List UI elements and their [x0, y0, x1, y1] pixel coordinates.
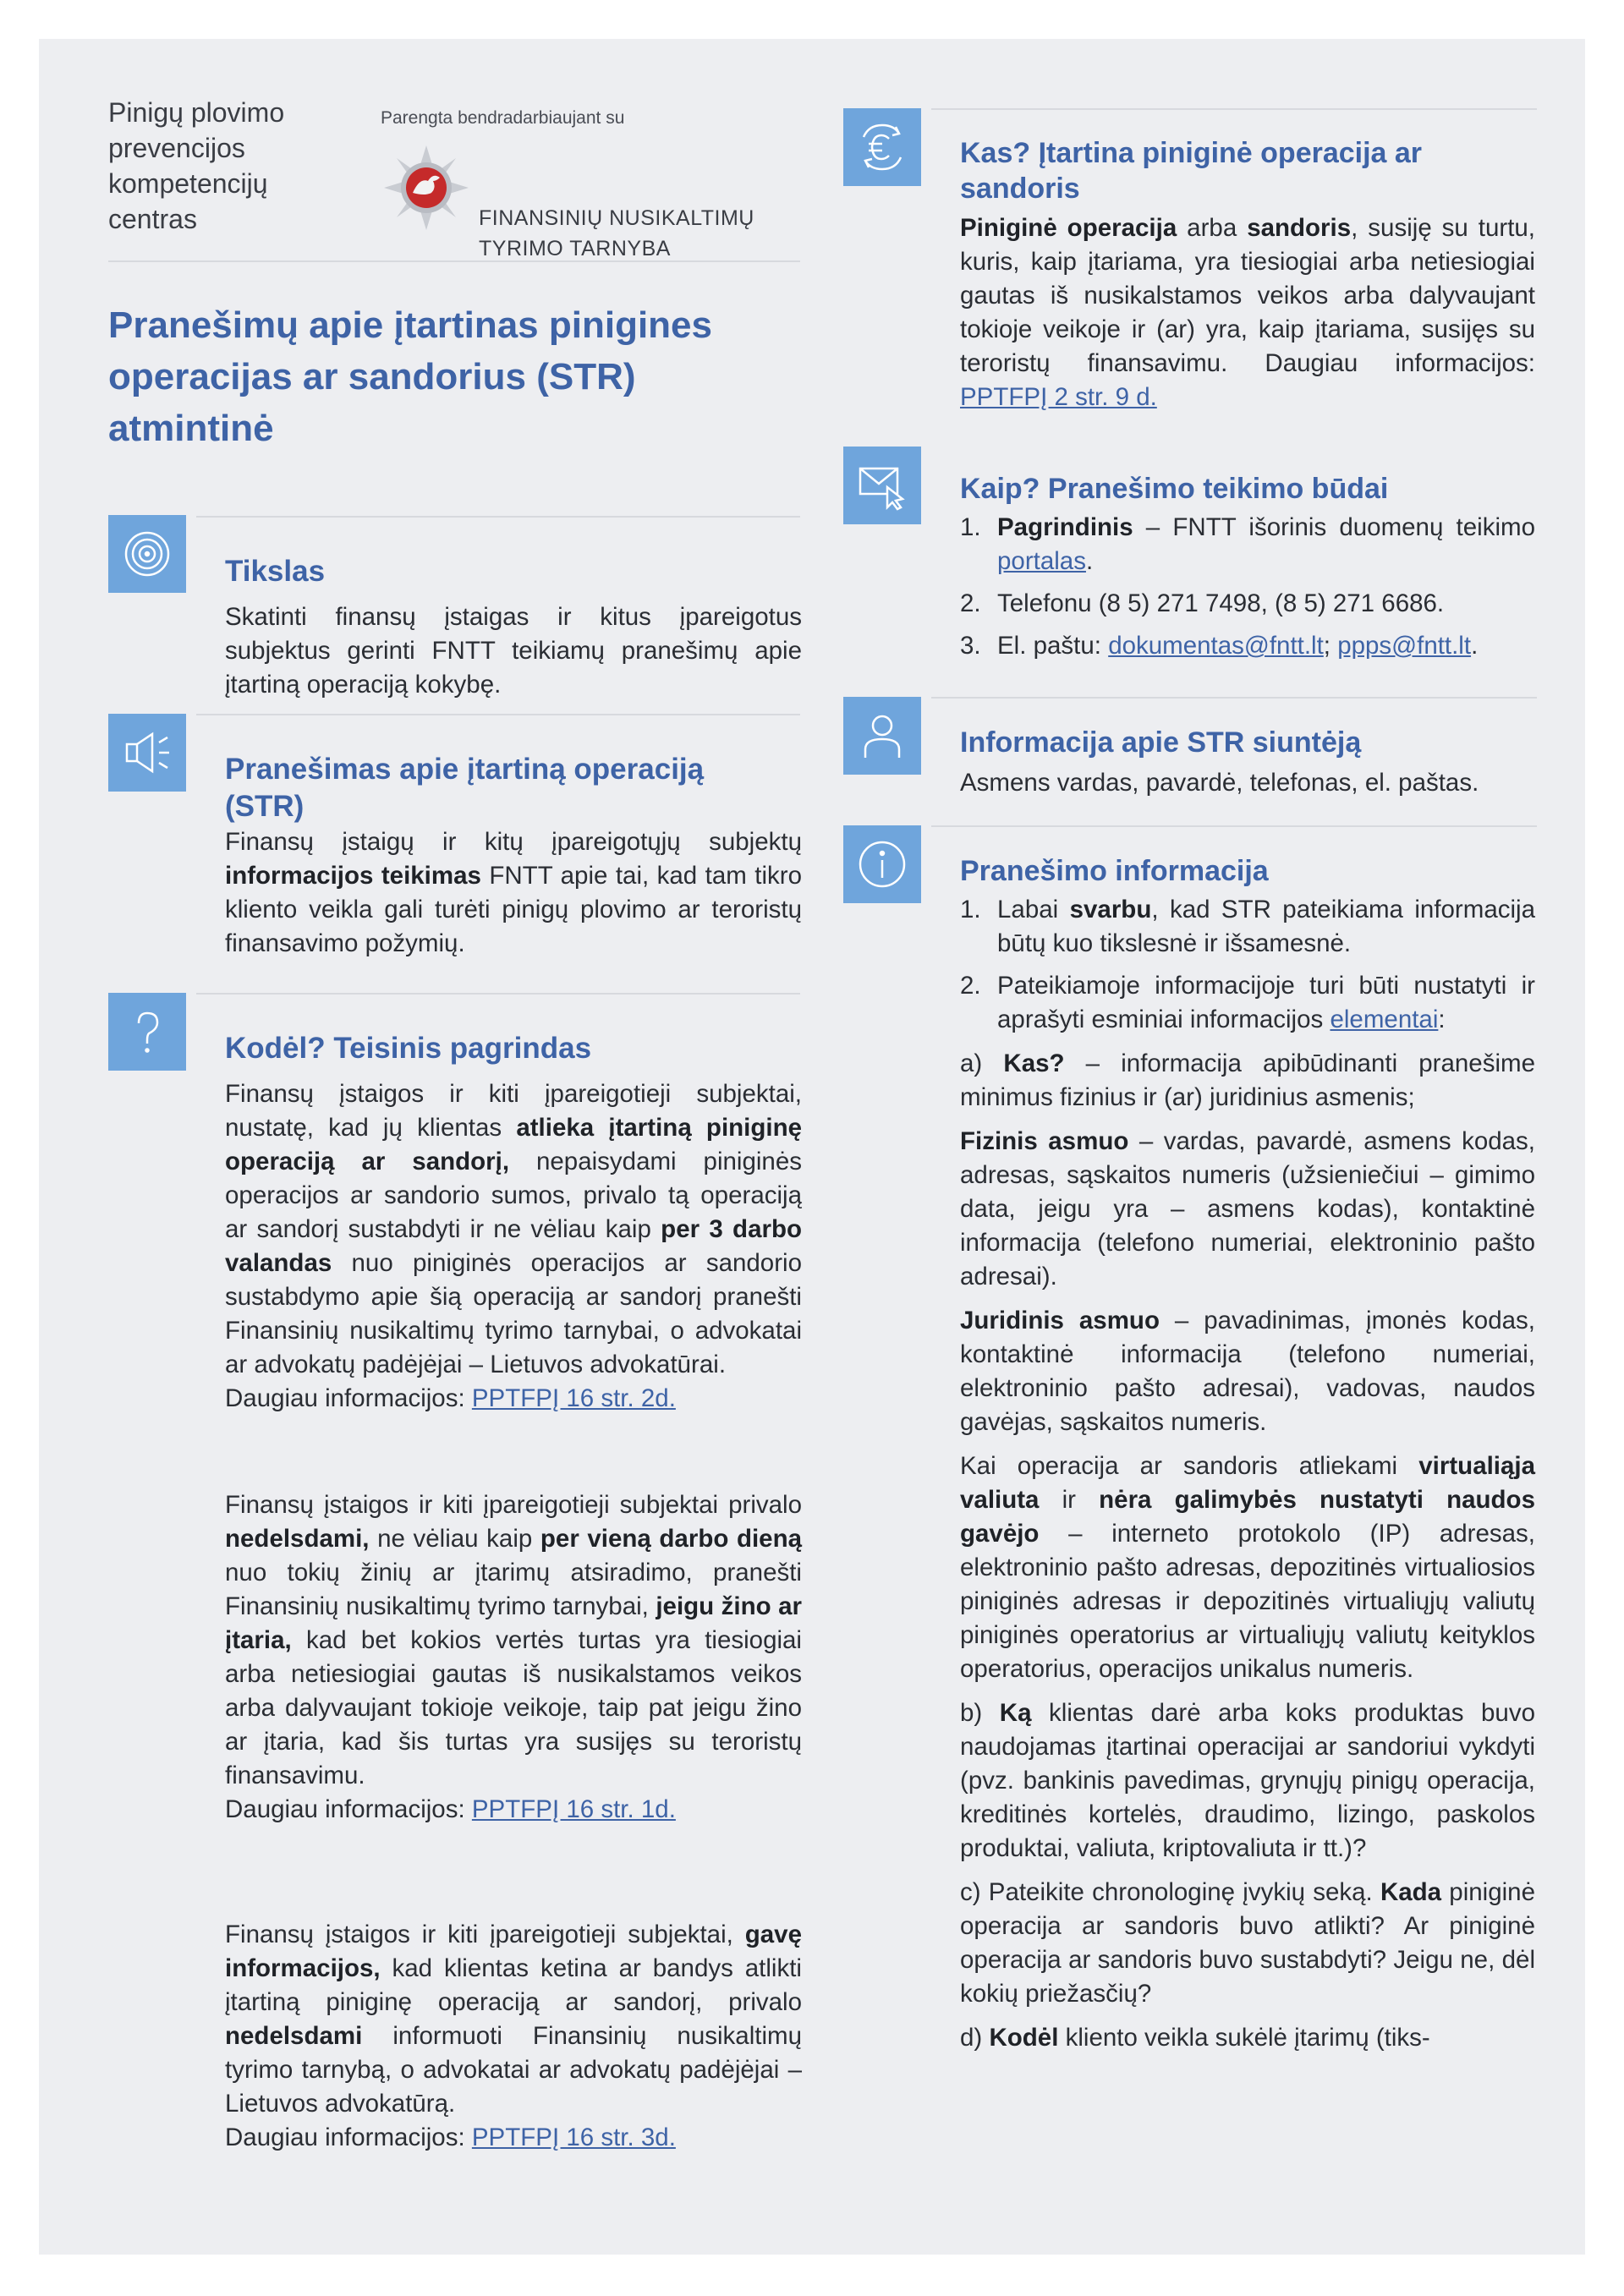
link-pptfpj-16-1d[interactable]: PPTFPĮ 16 str. 1d.: [471, 1795, 676, 1823]
section-body-kodel-3: Finansų įstaigos ir kiti įpareigotieji subjektai, gavę informacijos, kad klientas ketina ar bandys atlikti įtartiną piniginę operaciją ar sandorį, privalo nedelsdami informuoti Finansinių nusikaltimų tyrimo tarnybą, o advokatai ar advokatų padėjėjai – Lietuvos advokatūrą. Daugiau informacijos: PPTFPĮ 16 str. 3d.: [225, 1921, 802, 2151]
section-body-kas: Piniginė operacija arba sandoris, susiję su turtu, kuris, kaip įtariama, yra tiesiogiai arba netiesiogiai gautas iš nusikalstamos veikos arba dalyvaujant tokioje veikoje ir (ar) yra, kaip įtariama, susijęs su teroristų finansavimu. Daugiau informacijos: PPTFPĮ 2 str. 9 d.: [960, 214, 1536, 411]
partner-label: Parengta bendradarbiaujant su: [381, 108, 625, 128]
header-divider: [108, 260, 800, 262]
list-item: 1. Pagrindinis – FNTT išorinis duomenų teikimo portalas.: [960, 513, 1535, 575]
list-item: 2. Pateikiamoje informacijoje turi būti nustatyti ir aprašyti esminiai informacijos elementai:: [960, 972, 1535, 1033]
link-pptfpj-16-2d[interactable]: PPTFPĮ 16 str. 2d.: [471, 1384, 676, 1412]
info-icon: [843, 825, 921, 903]
section-title-kas: Kas? Įtartina piniginė operacija ar sandoris: [960, 137, 1423, 205]
section-body-info: 1. Labai svarbu, kad STR pateikiama informacija būtų kuo tikslesnė ir išsamesnė. 2. Pateikiamoje informacijoje turi būti nustatyti ir aprašyti esminiai informacijos elementai: a) Kas? – informacija apibūdinanti pranešime minimus fizinius ir (ar) juridinius asmenis; Fizinis asmuo – vardas, pavardė, asmens kodas, adresas, sąskaitos numeris (užsieniečiui – gimimo data, jeigu yra – asmens kodas), kontaktinė informacija (telefono numeriai, elektroninio pašto adresai). Juridinis asmuo – pavadinimas, įmonės kodas, kontaktinė informacija (telefono numeriai, elektroninio pašto adresai), vadovas, naudos gavėjas, sąskaitos numeris. Kai operacija ar sandoris atliekami virtualiąja valiuta ir nėra galimybės nustatyti naudos gavėjo – interneto protokolo (IP) adresas, elektroninio pašto adresas, depozitinės virtualiosios piniginės adresas ir depozitinės virtualiųjų valiutų piniginės operatorius ar virtualiųjų valiutų keityklos operatorius, operacijos unikalus numeris. b) Ką klientas darė arba koks produktas buvo naudojamas įtartinai operacijai ar sandoriui vykdyti (pvz. bankinis pavedimas, grynųjų pinigų operacija, kreditinės kortelės, draudimo, lizingo, paskolos produktai, valiuta, kriptovaliuta ir tt.)? c) Pateikite chronologinę įvykių seką. Kada piniginė operacija ar sandoris buvo atlikti? Ar piniginė operacija ar sandoris buvo sustabdyti? Jeigu ne, dėl kokių priežasčių? d) Kodėl kliento veikla sukėlė įtarimų (tiks-: [960, 893, 1535, 2055]
euro-exchange-icon: [843, 108, 921, 186]
link-pptfpj-2-9d[interactable]: PPTFPĮ 2 str. 9 d.: [960, 383, 1157, 411]
link-email-ppps[interactable]: ppps@fntt.lt: [1337, 632, 1472, 660]
section-title-siuntejas: Informacija apie STR siuntėją: [960, 726, 1362, 759]
divider-tikslas: [196, 516, 800, 518]
section-body-siuntejas: Asmens vardas, pavardė, telefonas, el. paštas.: [960, 769, 1479, 797]
list-item: 2. Telefonu (8 5) 271 7498, (8 5) 271 6686.: [960, 589, 1445, 617]
document-title: Pranešimų apie įtartinas pinigines operacijas ar sandorius (STR) atmintinė: [108, 304, 712, 449]
link-portalas[interactable]: portalas: [997, 547, 1086, 575]
document-page: [39, 39, 1585, 2255]
user-icon: [843, 697, 921, 775]
org-name: Pinigų plovimo prevencijos kompetencijų centras: [108, 97, 285, 234]
list-item: 3. El. paštu: dokumentas@fntt.lt; ppps@fntt.lt.: [960, 632, 1479, 660]
divider-str: [196, 714, 800, 715]
target-icon: [108, 515, 186, 593]
right-column: [843, 39, 1537, 2255]
section-body-str: Finansų įstaigų ir kitų įpareigotųjų subjektų informacijos teikimas FNTT apie tai, kad tam tikro kliento veikla gali turėti pinigų plovimo ar teroristų finansavimo požymių.: [225, 828, 802, 957]
section-body-kaip: [960, 511, 1535, 663]
list-item: 1. Labai svarbu, kad STR pateikiama informacija būtų kuo tikslesnė ir išsamesnė.: [960, 896, 1535, 957]
section-title-kaip: Kaip? Pranešimo teikimo būdai: [960, 473, 1389, 505]
section-title-tikslas: Tikslas: [225, 555, 326, 588]
section-title-str: Pranešimas apie įtartiną operaciją (STR): [225, 753, 705, 823]
section-title-kodel: Kodėl? Teisinis pagrindas: [225, 1032, 592, 1065]
divider-kas: [931, 108, 1537, 110]
divider-kodel: [196, 993, 800, 995]
divider-info: [931, 825, 1537, 827]
megaphone-icon: [108, 714, 186, 792]
mail-cursor-icon: [843, 447, 921, 524]
link-elementai[interactable]: elementai: [1330, 1006, 1439, 1033]
section-body-kodel-1: Finansų įstaigos ir kiti įpareigotieji subjektai, nustatę, kad jų klientas atlieka įtartiną piniginę operaciją ar sandorį, nepaisydami piniginės operacijos ar sandorio sumos, privalo tą operaciją ar sandorį sustabdyti ir ne vėliau kaip per 3 darbo valandas nuo piniginės operacijos ar sandorio sustabdymo apie šią operaciją ar sandorį pranešti Finansinių nusikaltimų tyrimo tarnybai, o advokatai ar advokatų padėjėjai – Lietuvos advokatūrai. Daugiau informacijos: PPTFPĮ 16 str. 2d.: [225, 1080, 802, 1412]
question-icon: [108, 993, 186, 1071]
partner-name: FINANSINIŲ NUSIKALTIMŲ TYRIMO TARNYBA: [479, 206, 754, 260]
left-column: [108, 39, 800, 2255]
section-body-kodel-2: Finansų įstaigos ir kiti įpareigotieji subjektai privalo nedelsdami, ne vėliau kaip per vieną darbo dieną nuo tokių žinių ar įtarimų atsiradimo, pranešti Finansinių nusikaltimų tyrimo tarnybai, jeigu žino ar įtaria, kad bet kokios vertės turtas yra tiesiogiai arba netiesiogiai gautas iš nusikalstamos veikos arba dalyvaujant tokioje veikoje, taip pat jeigu žino ar įtaria, kad šis turtas yra susijęs su teroristų finansavimu. Daugiau informacijos: PPTFPĮ 16 str. 1d.: [225, 1491, 802, 1823]
link-pptfpj-16-3d[interactable]: PPTFPĮ 16 str. 3d.: [471, 2123, 676, 2151]
divider-siuntejas: [931, 697, 1537, 699]
fntt-emblem-icon: [381, 142, 472, 233]
link-email-dokumentas[interactable]: dokumentas@fntt.lt: [1108, 632, 1324, 660]
section-body-tikslas: Skatinti finansų įstaigas ir kitus įpareigotus subjektus gerinti FNTT teikiamų pranešimų apie įtartiną operaciją kokybę.: [225, 603, 802, 699]
section-title-info: Pranešimo informacija: [960, 855, 1269, 887]
partner-block: [381, 108, 787, 260]
